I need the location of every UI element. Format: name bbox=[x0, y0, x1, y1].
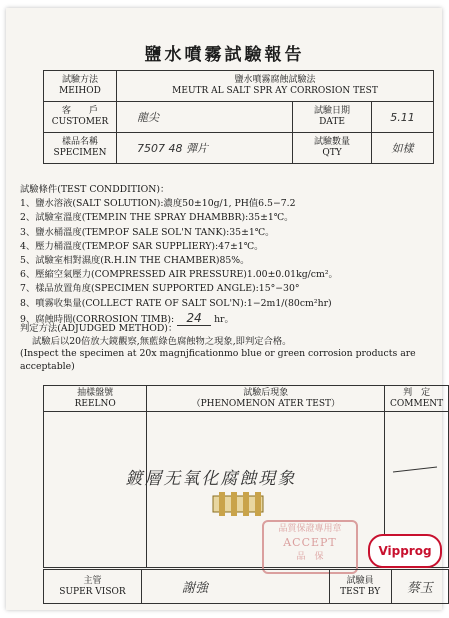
judge-line-cn: 試驗后以20倍放大鏡觀察,無藍綠色腐蝕物之現象,即判定合格。 bbox=[32, 335, 292, 347]
conditions-heading: 試驗條件(TEST CONDDITION)： bbox=[20, 184, 170, 195]
date-value: 5.11 bbox=[372, 102, 434, 133]
condition-item: 1、鹽水溶液(SALT SOLUTION):濃度50±10g/1, PH值6.5−7.2 bbox=[20, 198, 296, 210]
method-value bbox=[117, 71, 434, 102]
specimen-label-cn: 樣品名稱 bbox=[61, 137, 98, 147]
corrosion-time-label: 9、腐蝕時間(CORROSION TIMB): bbox=[20, 313, 175, 325]
customer-label-en: CUSTOMER bbox=[51, 117, 109, 127]
signature-table bbox=[43, 569, 449, 604]
specimen-value: 7507 48 彈片 bbox=[117, 133, 293, 164]
supervisor-label bbox=[44, 570, 142, 604]
method-label-cn: 試驗方法 bbox=[61, 75, 98, 85]
specimen-label bbox=[44, 133, 117, 164]
specimen-label-en: SPECIMEN bbox=[53, 148, 107, 158]
date-label-cn: 試驗日期 bbox=[313, 106, 350, 116]
judge-line-en: (Inspect the specimen at 20x magnjficationmo blue or green corrosion products are acceptable) bbox=[20, 348, 416, 372]
testby-signature: 蔡玉 bbox=[391, 570, 448, 604]
condition-item: 5、試驗室相對濕度(R.H.IN THE CHAMBER)85%。 bbox=[20, 255, 250, 267]
condition-item: 4、壓力桶溫度(TEMP.OF SAR SUPPLIERY):47±1℃。 bbox=[20, 240, 264, 252]
comment-label bbox=[385, 386, 449, 412]
customer-value: 龍尖 bbox=[117, 102, 293, 133]
corrosion-time-value: 24 bbox=[177, 311, 211, 326]
reel-label bbox=[44, 386, 147, 412]
vipprog-logo bbox=[368, 534, 442, 568]
test-conditions bbox=[20, 183, 430, 327]
customer-label bbox=[44, 102, 117, 133]
customer-label-cn: 客 戶 bbox=[61, 106, 98, 116]
stamp-line-3: 品 保 bbox=[296, 552, 324, 562]
supervisor-label-cn: 主管 bbox=[83, 575, 102, 586]
vipprog-logo-text: Vipprog bbox=[378, 544, 432, 558]
date-label-en: DATE bbox=[319, 117, 345, 127]
method-label bbox=[44, 71, 117, 102]
condition-item: 8、噴霧收集量(COLLECT RATE OF SALT SOL'N):1−2m1/(80cm²hr) bbox=[20, 297, 332, 309]
judge-heading: 判定方法(ADJUDGED METHOD)： bbox=[20, 323, 178, 334]
qty-value: 如樣 bbox=[372, 133, 434, 164]
header-table bbox=[43, 70, 434, 164]
supervisor-signature: 謝強 bbox=[141, 570, 329, 604]
judge-method bbox=[20, 323, 432, 373]
corrosion-time-unit: hr。 bbox=[214, 313, 234, 325]
condition-item: 7、樣品放置角度(SPECIMEN SUPPORTED ANGLE):15°−30° bbox=[20, 283, 300, 295]
condition-item: 6、壓縮空氣壓力(COMPRESSED AIR PRESSURE)1.00±0.01kg/cm²。 bbox=[20, 269, 338, 281]
stamp-line-1: 品質保證專用章 bbox=[278, 524, 342, 534]
comment-dash-mark bbox=[391, 464, 441, 476]
observation-text: 鍍層无氧化腐蝕現象 bbox=[125, 469, 297, 489]
qty-label-en: QTY bbox=[322, 148, 342, 158]
qa-stamp bbox=[262, 520, 358, 574]
stamp-line-2: ACCEPT bbox=[283, 536, 337, 549]
phenomenon-label-cn: 試驗后現象 bbox=[243, 387, 289, 398]
phenomenon-label-en: （PHENOMENON ATER TEST） bbox=[191, 398, 341, 409]
supervisor-label-en: SUPER VISOR bbox=[59, 586, 126, 597]
qty-label-cn: 試驗數量 bbox=[313, 137, 350, 147]
report-title: 鹽水噴霧試驗報告 bbox=[144, 45, 305, 65]
phenomenon-label bbox=[147, 386, 385, 412]
method-label-en: MEIHOD bbox=[59, 86, 101, 96]
method-value-cn: 鹽水噴霧腐蝕試驗法 bbox=[234, 75, 316, 85]
qty-label bbox=[293, 133, 372, 164]
reel-label-en: REELNO bbox=[74, 398, 116, 409]
reel-cell bbox=[44, 412, 147, 568]
testby-label bbox=[329, 570, 391, 604]
specimen-photo bbox=[209, 490, 269, 520]
comment-label-cn: 判 定 bbox=[403, 387, 431, 398]
comment-label-en: COMMENT bbox=[390, 398, 444, 409]
method-value-en: MEUTR AL SALT SPR AY CORROSION TEST bbox=[172, 86, 378, 96]
condition-item: 3、鹽水桶溫度(TEMP.OF SALE SOL'N TANK):35±1℃。 bbox=[20, 226, 275, 238]
date-label bbox=[293, 102, 372, 133]
testby-label-en: TEST BY bbox=[340, 586, 381, 597]
testby-label-cn: 試驗員 bbox=[346, 575, 374, 586]
reel-label-cn: 抽樣盤號 bbox=[77, 387, 114, 398]
condition-item: 2、試驗室溫度(TEMP.IN THE SPRAY DHAMBBR):35±1℃。 bbox=[20, 212, 294, 224]
